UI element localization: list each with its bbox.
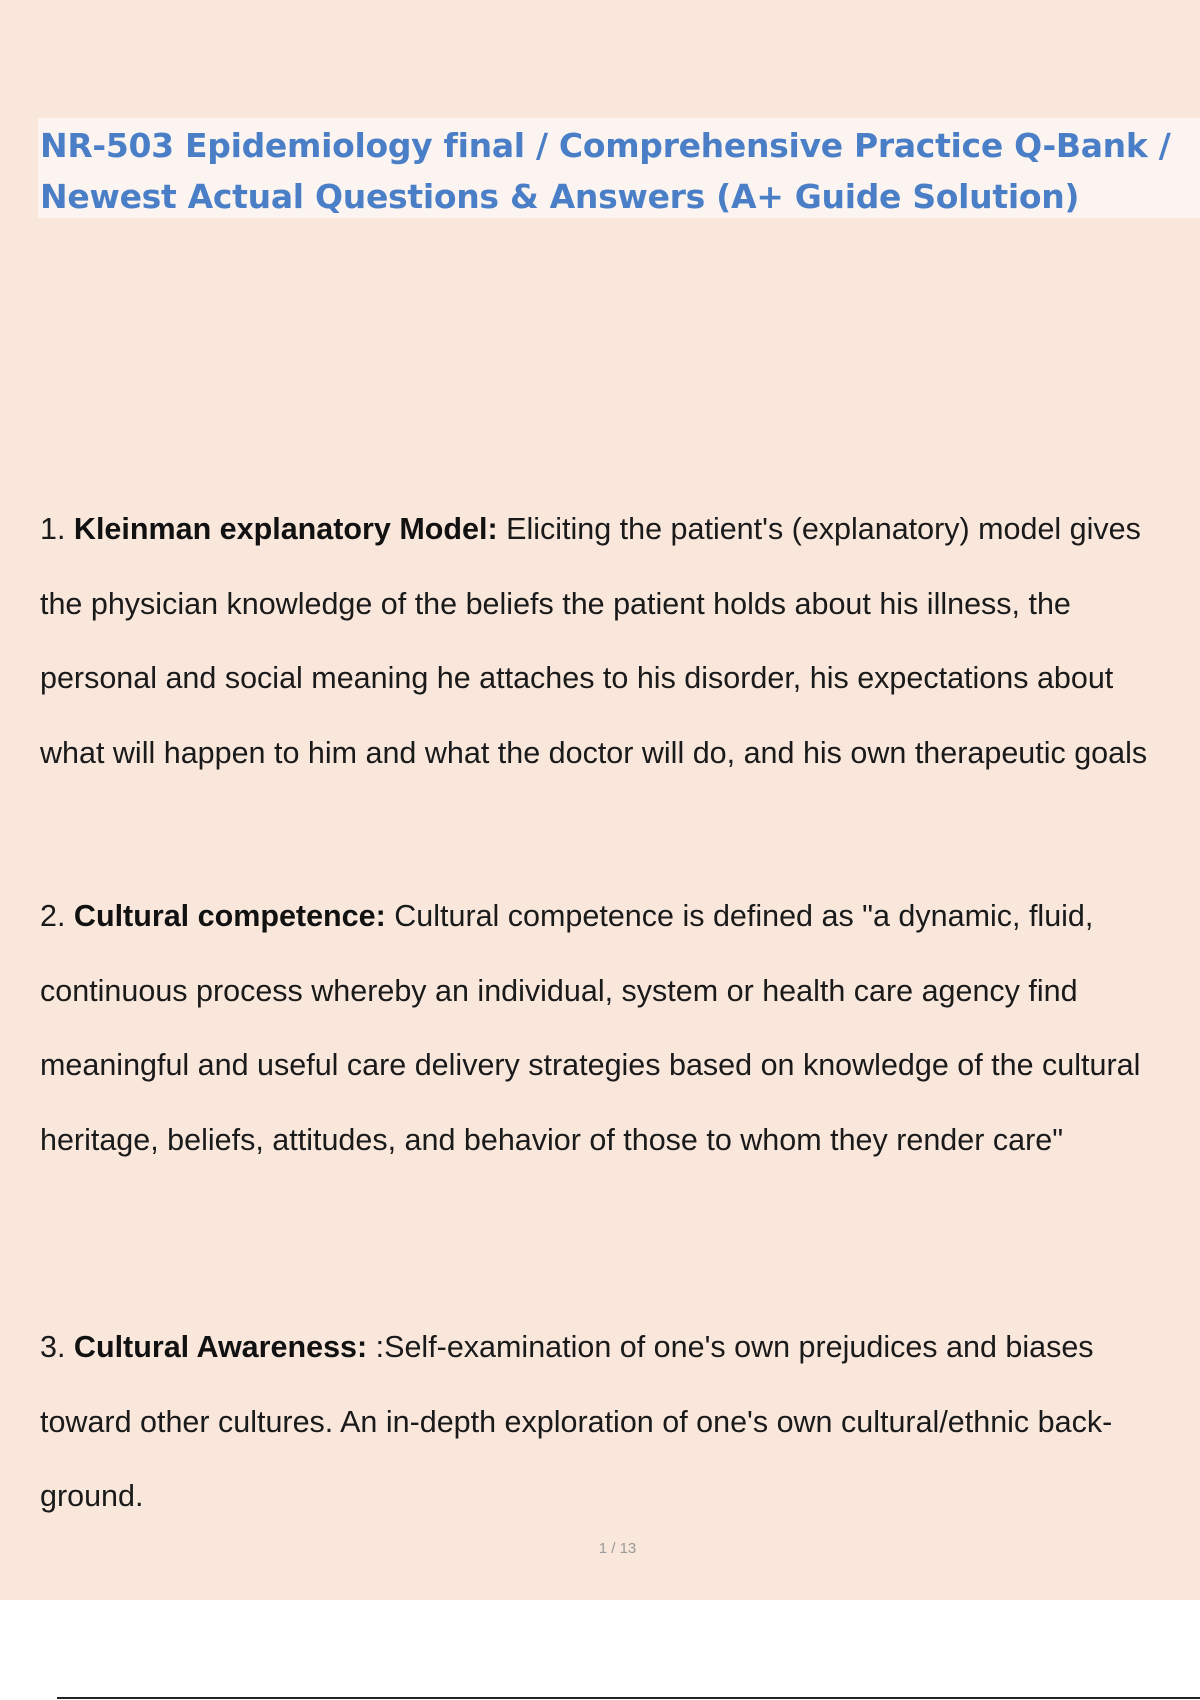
page-number: 1 / 13	[598, 1540, 637, 1557]
question-term: Kleinman explanatory Model:	[73, 512, 498, 546]
answer-text: :Self-examination of one's own prejudices and biases	[367, 1330, 1094, 1364]
question-term: Cultural Awareness:	[73, 1330, 368, 1364]
question-item-2	[40, 879, 1200, 1177]
question-item-1	[40, 492, 1200, 790]
title-line-1: NR-503 Epidemiology final / Comprehensive Practice Q-Bank /	[40, 126, 1171, 165]
answer-line: toward other cultures. An in-depth exploration of one's own cultural/ethnic back-	[40, 1404, 1113, 1439]
question-first-line	[40, 879, 1200, 954]
question-item-3	[40, 1310, 1200, 1534]
answer-line: continuous process whereby an individual, system or health care agency find	[40, 973, 1078, 1008]
page-divider	[57, 1697, 1200, 1699]
answer-text: Eliciting the patient's (explanatory) model gives	[497, 512, 1141, 546]
answer-line: what will happen to him and what the doctor will do, and his own therapeutic goals	[40, 735, 1148, 770]
question-term: Cultural competence:	[73, 899, 386, 933]
title-line-2: Newest Actual Questions & Answers (A+ Guide Solution)	[40, 177, 1080, 216]
question-number: 3.	[40, 1330, 66, 1364]
answer-line: heritage, beliefs, attitudes, and behavior of those to whom they render care"	[40, 1122, 1064, 1157]
answer-line: meaningful and useful care delivery strategies based on knowledge of the cultural	[40, 1048, 1141, 1082]
question-number: 2.	[40, 899, 66, 933]
question-first-line	[40, 1310, 1200, 1385]
question-first-line	[40, 492, 1200, 567]
document-title	[40, 120, 1190, 222]
answer-text: Cultural competence is defined as "a dynamic, fluid,	[385, 899, 1094, 933]
question-number: 1.	[40, 512, 66, 546]
answer-line: the physician knowledge of the beliefs the patient holds about his illness, the	[40, 586, 1071, 621]
answer-line: ground.	[40, 1479, 144, 1513]
answer-line: personal and social meaning he attaches to his disorder, his expectations about	[40, 661, 1114, 695]
